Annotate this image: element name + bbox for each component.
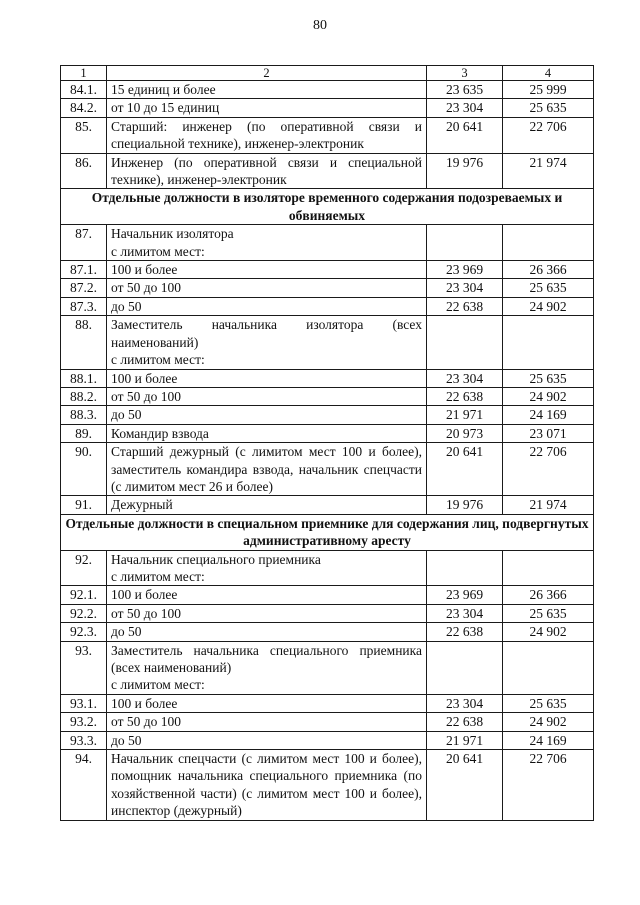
item-number: 92.1. xyxy=(61,586,107,604)
section-header-row xyxy=(61,514,594,550)
column-number-2: 2 xyxy=(107,66,427,81)
salary-value-col3: 23 304 xyxy=(427,99,503,117)
salary-value-col3: 23 304 xyxy=(427,604,503,622)
item-number: 92.3. xyxy=(61,623,107,641)
section-title: Отдельные должности в специальном приемнике для содержания лиц, подвергнутых административному аресту xyxy=(61,514,594,550)
section-header-row xyxy=(61,189,594,225)
salary-value-col4 xyxy=(503,316,594,369)
salary-value-col3: 21 971 xyxy=(427,406,503,424)
salary-value-col4: 21 974 xyxy=(503,496,594,514)
salary-value-col3: 23 304 xyxy=(427,694,503,712)
table-row xyxy=(61,225,594,261)
item-number: 87.3. xyxy=(61,297,107,315)
position-title: Дежурный xyxy=(107,496,427,514)
item-number: 92.2. xyxy=(61,604,107,622)
salary-value-col3: 23 304 xyxy=(427,279,503,297)
position-title: до 50 xyxy=(107,623,427,641)
salary-value-col3: 20 641 xyxy=(427,117,503,153)
position-title: от 10 до 15 единиц xyxy=(107,99,427,117)
item-number: 84.1. xyxy=(61,81,107,99)
item-number: 93.3. xyxy=(61,731,107,749)
salary-value-col4: 25 635 xyxy=(503,369,594,387)
salary-value-col3: 19 976 xyxy=(427,496,503,514)
table-row xyxy=(61,443,594,496)
salary-value-col4: 25 999 xyxy=(503,81,594,99)
item-number: 86. xyxy=(61,153,107,189)
item-number: 90. xyxy=(61,443,107,496)
position-title: от 50 до 100 xyxy=(107,387,427,405)
salary-value-col4: 24 902 xyxy=(503,297,594,315)
column-number-row xyxy=(61,66,594,81)
table-row xyxy=(61,424,594,442)
table-row xyxy=(61,641,594,694)
table-body xyxy=(61,66,594,821)
item-number: 93.2. xyxy=(61,713,107,731)
salary-value-col3: 23 304 xyxy=(427,369,503,387)
table-row xyxy=(61,550,594,586)
position-title: до 50 xyxy=(107,731,427,749)
item-number: 88.1. xyxy=(61,369,107,387)
item-number: 91. xyxy=(61,496,107,514)
salary-value-col4: 24 902 xyxy=(503,713,594,731)
salary-value-col4 xyxy=(503,225,594,261)
salary-value-col3: 23 969 xyxy=(427,261,503,279)
salary-value-col4: 22 706 xyxy=(503,443,594,496)
salary-value-col3: 20 973 xyxy=(427,424,503,442)
salary-value-col3: 21 971 xyxy=(427,731,503,749)
position-title: Начальник специального приемника с лимитом мест: xyxy=(107,550,427,586)
column-number-3: 3 xyxy=(427,66,503,81)
item-number: 84.2. xyxy=(61,99,107,117)
item-number: 88. xyxy=(61,316,107,369)
position-title: Инженер (по оперативной связи и специальной технике), инженер-электроник xyxy=(107,153,427,189)
item-number: 93.1. xyxy=(61,694,107,712)
salary-value-col3: 23 969 xyxy=(427,586,503,604)
position-title: 100 и более xyxy=(107,261,427,279)
salary-value-col4: 24 169 xyxy=(503,406,594,424)
item-number: 88.2. xyxy=(61,387,107,405)
position-title: Начальник изолятора с лимитом мест: xyxy=(107,225,427,261)
salary-table xyxy=(60,65,594,821)
column-number-1: 1 xyxy=(61,66,107,81)
salary-value-col4 xyxy=(503,550,594,586)
page-number: 80 xyxy=(313,18,327,33)
position-title: 100 и более xyxy=(107,369,427,387)
salary-value-col4: 21 974 xyxy=(503,153,594,189)
salary-value-col4: 24 902 xyxy=(503,387,594,405)
salary-value-col3 xyxy=(427,641,503,694)
salary-value-col3: 22 638 xyxy=(427,623,503,641)
table-row xyxy=(61,604,594,622)
salary-value-col3 xyxy=(427,550,503,586)
salary-value-col3: 23 635 xyxy=(427,81,503,99)
item-number: 94. xyxy=(61,750,107,821)
table-row xyxy=(61,586,594,604)
table-row xyxy=(61,750,594,821)
position-title: Заместитель начальника изолятора (всех наименований) с лимитом мест: xyxy=(107,316,427,369)
salary-value-col4: 25 635 xyxy=(503,99,594,117)
item-number: 93. xyxy=(61,641,107,694)
item-number: 87.1. xyxy=(61,261,107,279)
table-row xyxy=(61,153,594,189)
salary-value-col4: 24 902 xyxy=(503,623,594,641)
salary-value-col4: 25 635 xyxy=(503,694,594,712)
salary-value-col3: 19 976 xyxy=(427,153,503,189)
item-number: 89. xyxy=(61,424,107,442)
table-row xyxy=(61,731,594,749)
table-row xyxy=(61,117,594,153)
item-number: 85. xyxy=(61,117,107,153)
position-title: 100 и более xyxy=(107,586,427,604)
table-row xyxy=(61,279,594,297)
table-row xyxy=(61,694,594,712)
table-row xyxy=(61,623,594,641)
position-title: до 50 xyxy=(107,406,427,424)
salary-value-col3: 20 641 xyxy=(427,750,503,821)
salary-value-col4: 25 635 xyxy=(503,279,594,297)
table-row xyxy=(61,261,594,279)
position-title: Старший дежурный (с лимитом мест 100 и более), заместитель командира взвода, начальник спецчасти (с лимитом мест 26 и более) xyxy=(107,443,427,496)
item-number: 92. xyxy=(61,550,107,586)
position-title: до 50 xyxy=(107,297,427,315)
item-number: 87.2. xyxy=(61,279,107,297)
salary-value-col4: 26 366 xyxy=(503,261,594,279)
salary-value-col4: 24 169 xyxy=(503,731,594,749)
table-row xyxy=(61,387,594,405)
salary-value-col4: 22 706 xyxy=(503,117,594,153)
position-title: Начальник спецчасти (с лимитом мест 100 и более), помощник начальника специального приемника (по хозяйственной части) (с лимитом мест 100 и более), инспектор (дежурный) xyxy=(107,750,427,821)
item-number: 88.3. xyxy=(61,406,107,424)
table-row xyxy=(61,81,594,99)
table-row xyxy=(61,713,594,731)
table-row xyxy=(61,316,594,369)
section-title: Отдельные должности в изоляторе временного содержания подозреваемых и обвиняемых xyxy=(61,189,594,225)
position-title: Старший: инженер (по оперативной связи и специальной технике), инженер-электроник xyxy=(107,117,427,153)
position-title: Командир взвода xyxy=(107,424,427,442)
salary-value-col4: 25 635 xyxy=(503,604,594,622)
salary-value-col3: 22 638 xyxy=(427,297,503,315)
item-number: 87. xyxy=(61,225,107,261)
position-title: от 50 до 100 xyxy=(107,713,427,731)
salary-value-col4: 26 366 xyxy=(503,586,594,604)
salary-value-col4 xyxy=(503,641,594,694)
salary-value-col3: 22 638 xyxy=(427,387,503,405)
position-title: от 50 до 100 xyxy=(107,279,427,297)
position-title: от 50 до 100 xyxy=(107,604,427,622)
salary-value-col3: 20 641 xyxy=(427,443,503,496)
salary-value-col3 xyxy=(427,225,503,261)
position-title: 100 и более xyxy=(107,694,427,712)
table-row xyxy=(61,297,594,315)
salary-value-col3: 22 638 xyxy=(427,713,503,731)
position-title: Заместитель начальника специального приемника (всех наименований) с лимитом мест: xyxy=(107,641,427,694)
table-row xyxy=(61,406,594,424)
salary-value-col4: 23 071 xyxy=(503,424,594,442)
salary-value-col3 xyxy=(427,316,503,369)
salary-value-col4: 22 706 xyxy=(503,750,594,821)
table-row xyxy=(61,496,594,514)
position-title: 15 единиц и более xyxy=(107,81,427,99)
table-row xyxy=(61,369,594,387)
column-number-4: 4 xyxy=(503,66,594,81)
table-row xyxy=(61,99,594,117)
